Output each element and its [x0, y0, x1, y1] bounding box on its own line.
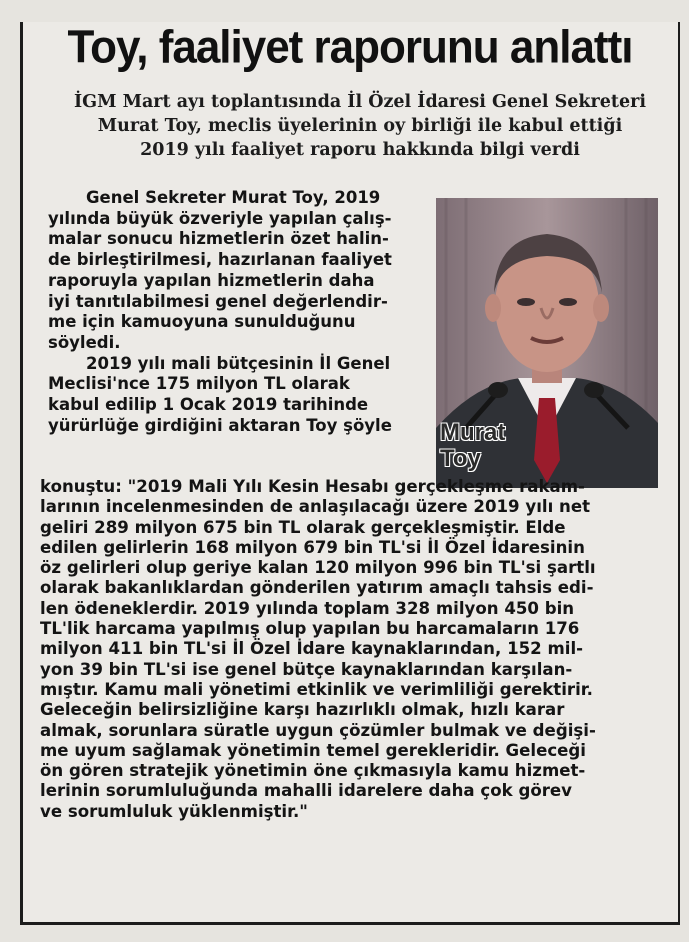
body-line: Geleceğin belirsizliğine karşı hazırlıklı olmak, hızlı karar [40, 700, 565, 720]
body-line: edilen gelirlerin 168 milyon 679 bin TL'si İl Özel İdaresinin [40, 537, 585, 557]
caption-line: Toy [440, 445, 481, 472]
body-line: geliri 289 milyon 675 bin TL olarak gerçekleşmiştir. Elde [40, 517, 566, 537]
body-line: kabul edilip 1 Ocak 2019 tarihinde [48, 395, 369, 415]
body-line: me için kamuoyuna sunulduğunu [48, 312, 356, 332]
article-headline: Toy, faaliyet raporunu anlattı [67, 21, 633, 74]
body-line: larının incelenmesinden de anlaşılacağı üzere 2019 yılı net [40, 497, 591, 517]
body-line: me uyum sağlamak yönetimin temel gerekleridir. Geleceği [40, 740, 586, 760]
article-deck [60, 90, 660, 162]
body-line: TL'lik harcama yapılmış olup yapılan bu harcamaların 176 [40, 619, 580, 639]
body-line: Genel Sekreter Murat Toy, 2019 [86, 188, 381, 207]
body-line: lerinin sorumluluğunda mahalli idarelere daha çok görev [40, 781, 572, 801]
body-line: raporuyla yapılan hizmetlerin daha [48, 270, 375, 290]
body-line: iyi tanıtılabilmesi genel değerlendir- [48, 291, 388, 311]
body-line: mıştır. Kamu mali yönetimi etkinlik ve verimliliği gerektirir. [40, 679, 593, 699]
body-line: len ödeneklerdir. 2019 yılında toplam 328 milyon 450 bin [40, 598, 575, 618]
body-line: Meclisi'nce 175 milyon TL olarak [48, 374, 350, 394]
body-line: 2019 yılı mali bütçesinin İl Genel [86, 353, 391, 373]
deck-line: 2019 yılı faaliyet raporu hakkında bilgi verdi [140, 140, 580, 160]
body-line: de birleştirilmesi, hazırlanan faaliyet [48, 250, 392, 270]
body-line: milyon 411 bin TL'si İl Özel İdare kaynaklarından, 152 mil- [40, 639, 584, 659]
body-line: konuştu: "2019 Mali Yılı Kesin Hesabı gerçekleşme rakam- [40, 477, 585, 496]
deck-line: İGM Mart ayı toplantısında İl Özel İdaresi Genel Sekreteri [74, 92, 646, 112]
body-line: ön gören stratejik yönetimin öne çıkmasıyla kamu hizmet- [40, 761, 586, 781]
deck-line: Murat Toy, meclis üyelerinin oy birliği ile kabul ettiği [97, 116, 623, 136]
article-body-narrow-column [48, 188, 428, 436]
body-line: ve sorumluluk yüklenmiştir." [40, 801, 308, 821]
photo-caption [440, 420, 505, 472]
body-line: almak, sorunlara süratle uygun çözümler bulmak ve değişi- [40, 720, 596, 740]
body-line: yılında büyük özveriyle yapılan çalış- [48, 208, 392, 228]
body-line: olarak bakanlıklardan gönderilen yatırım amaçlı tahsis edi- [40, 578, 594, 598]
article-body-wide-column [40, 477, 640, 822]
body-line: söyledi. [48, 332, 121, 352]
body-line: yürürlüğe girdiğini aktaran Toy şöyle [48, 415, 392, 435]
body-line: yon 39 bin TL'si ise genel bütçe kaynaklarından karşılan- [40, 659, 573, 679]
body-line: malar sonucu hizmetlerin özet halin- [48, 229, 389, 249]
caption-line: Murat [440, 419, 506, 446]
body-line: öz gelirleri olup geriye kalan 120 milyon 996 bin TL'si şartlı [40, 558, 596, 578]
